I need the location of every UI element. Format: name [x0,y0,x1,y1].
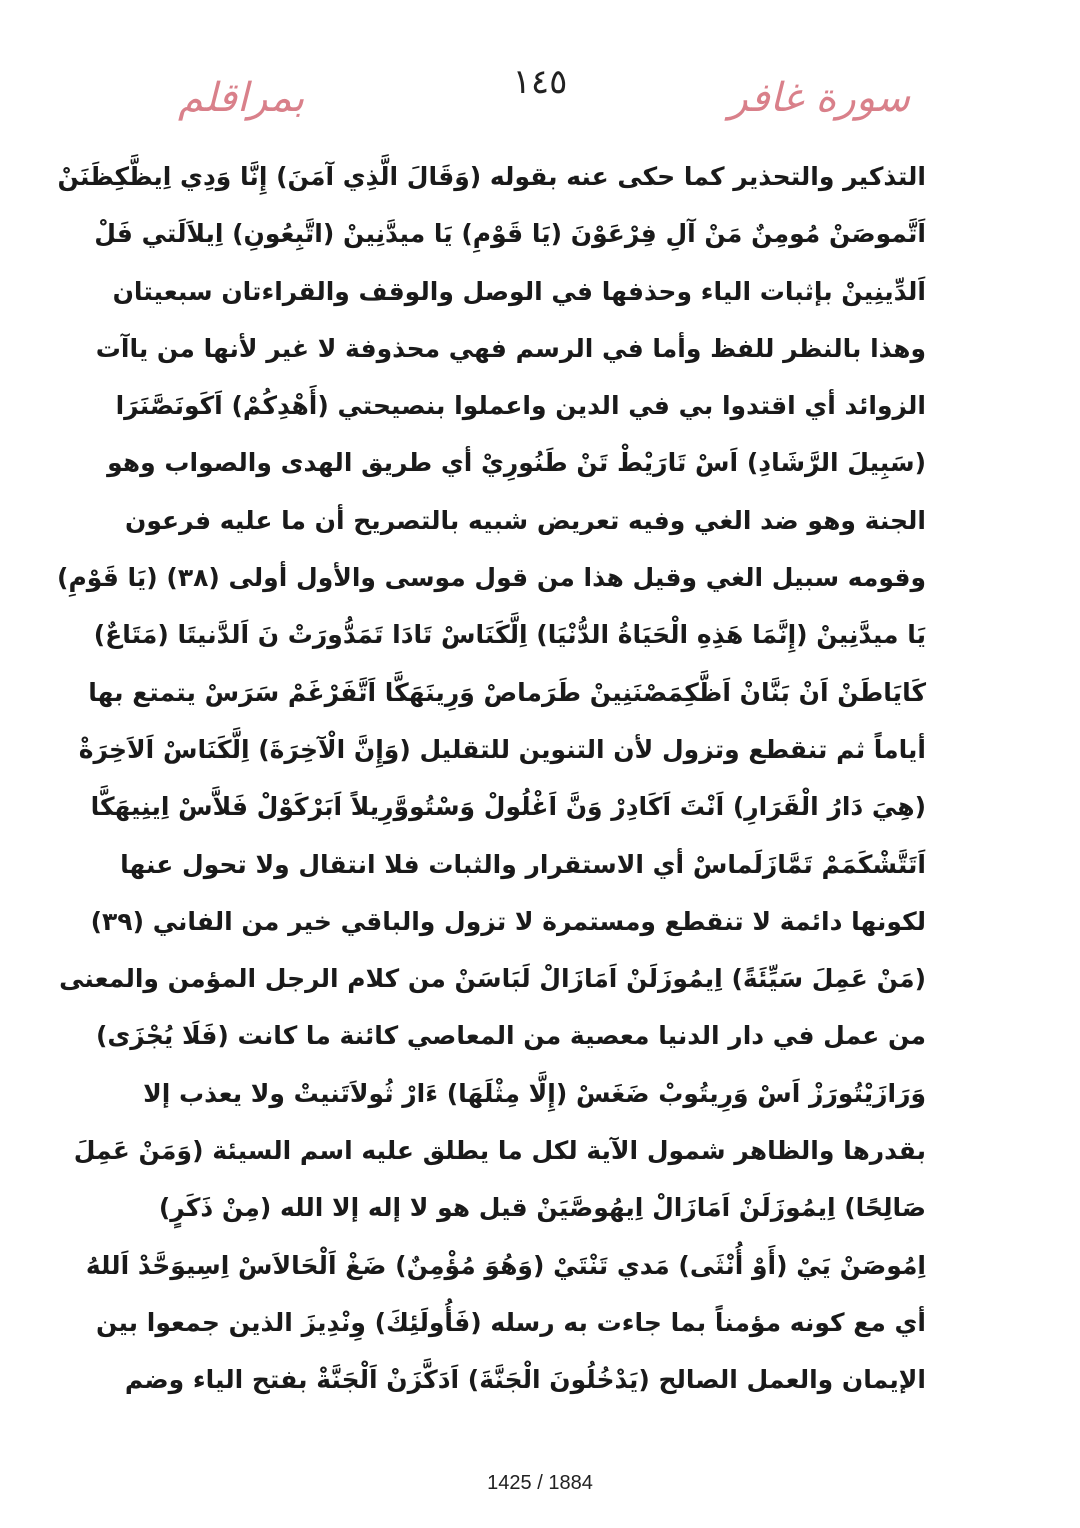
text-line: اَتَتَّشْكَمَمْ تَمَّازَلَماسْ أي الاستقرار والثبات فلا انتقال ولا تحول عنها [120,849,926,879]
text-line: (مَنْ عَمِلَ سَيِّئَةً) اِيمُوزَلَنْ اَمَازَالْ لَبَاسَنْ من كلام الرجل المؤمن والمعنى [59,964,926,994]
text-line: اَتَّموصَنْ مُومِنٌ مَنْ آلِ فِرْعَوْنَ (يَا قَوْمِ) يَا ميدَّنِينْ (اتَّبِعُونِ) اِيلاَلَتي فَلْ [94,219,926,249]
body-text [57,148,926,1409]
text-line: التذكير والتحذير كما حكى عنه بقوله (وَقَالَ الَّذِي آمَنَ) إِنَّا وَدِي اِيظَّكِظَنَنْ [57,162,926,191]
text-line: أي مع كونه مؤمناً بما جاءت به رسله (فَأُولَئِكَ) وِنْدِيزَ الذين جمعوا بين [95,1307,926,1337]
text-line: أياماً ثم تنقطع وتزول لأن التنوين للتقليل (وَإِنَّ الْآخِرَةَ) اِلَّكَنَاسْ اَلاَخِرَةْ [78,734,926,764]
text-line: لكونها دائمة لا تنقطع ومستمرة لا تزول والباقي خير من الفاني (٣٩) [90,906,926,936]
text-line: الجنة وهو ضد الغي وفيه تعريض شبيه بالتصريح أن ما عليه فرعون [125,505,926,535]
handwritten-note-left: بمراقلم [178,75,305,121]
text-line: وهذا بالنظر للفظ وأما في الرسم فهي محذوفة لا غير لأنها من ياآت [95,333,926,363]
text-line: اِمُوصَنْ يَيْ (أَوْ أُنْثَى) مَدي تَنْتَيْ (وَهُوَ مُؤْمِنٌ) ضَغْ اَلْحَالاَسْ اِسِيوَحَّدْ اَللهُ [85,1250,926,1280]
page-number: ١٤٥ [512,62,568,102]
text-line: وقومه سبيل الغي وقيل هذا من قول موسى والأول أولى (٣٨) (يَا قَوْمِ) [57,563,926,593]
text-line: كَايَاطَنْ اَنْ بَنَّانْ اَظَّكِمَصْنَنِينْ طَرَماصْ وَرِينَهَكَّا اَتَّفَرْغَمْ سَرَسْ يتمتع بها [88,677,926,707]
text-line: الإيمان والعمل الصالح (يَدْخُلُونَ الْجَنَّةَ) اَدَكَّزَنْ اَلْجَنَّةْ بفتح الياء وضم [124,1365,926,1395]
text-line: اَلدِّينِينْ بإثبات الياء وحذفها في الوصل والوقف والقراءتان سبعيتان [112,276,926,306]
text-line: وَرَازَيْتُورَزْ اَسْ وَرِيتُوبْ ضَغَسْ (إِلَّا مِثْلَهَا) ءَارْ ثُولاَتَنيتْ ولا يعذب إلا [143,1078,926,1108]
text-line: (هِيَ دَارُ الْقَرَارِ) اَنْتَ اَكَادِرْ وَنَّ اَغْلُولْ وَسْتُووَّرِيلاً اَبَرْكَوْلْ فَلاَّسْ اِينِيهَكَّا [90,792,926,822]
text-line: (سَبِيلَ الرَّشَادِ) اَسْ تَارَيْطْ تَنْ طَنُورِيْ أي طريق الهدى والصواب وهو [107,448,926,478]
text-line: من عمل في دار الدنيا معصية من المعاصي كائنة ما كانت (فَلَا يُجْزَى) [95,1021,926,1051]
text-line: بقدرها والظاهر شمول الآية لكل ما يطلق عليه اسم السيئة (وَمَنْ عَمِلَ [73,1136,926,1166]
text-line: يَا ميدَّنِينْ (إِنَّمَا هَذِهِ الْحَيَاةُ الدُّنْيَا) اِلَّكَنَاسْ تَادَا تَمَدُّورَتْ نَ اَلدَّنيتَا (مَتَاعٌ) [93,620,926,650]
text-line: الزوائد أي اقتدوا بي في الدين واعملوا بنصيحتي (أَهْدِكُمْ) اَكَونَصَّنَرَا [115,391,926,421]
handwritten-note-right: سورة غافر [728,75,910,121]
pagination-indicator: 1425 / 1884 [487,1472,593,1494]
text-line: صَالِحًا) اِيمُوزَلَنْ اَمَازَالْ اِيهُوصَّيَنْ قيل هو لا إله إلا الله (مِنْ ذَكَرٍ) [158,1193,926,1223]
